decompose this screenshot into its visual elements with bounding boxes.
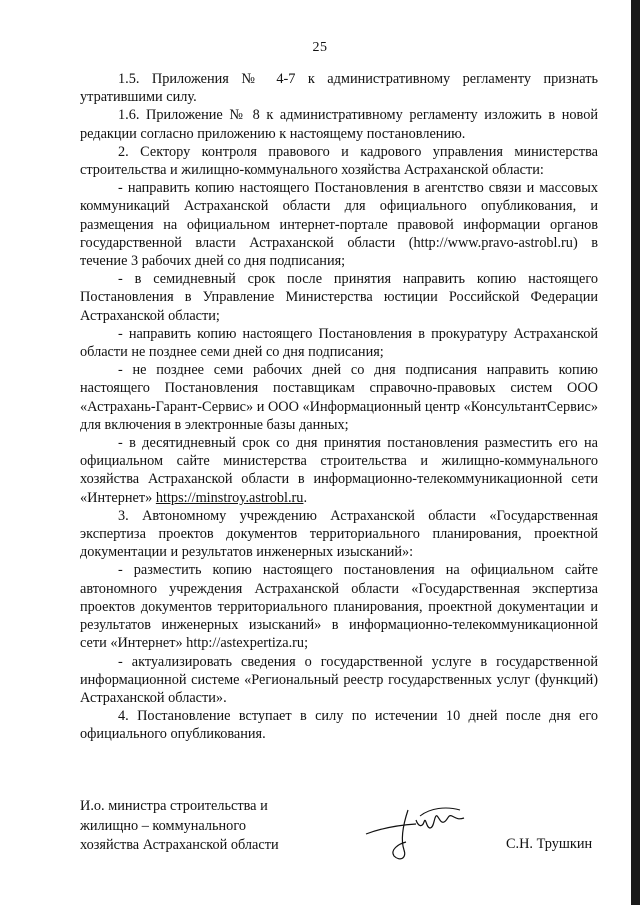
paragraph-2-legal-systems: - не позднее семи рабочих дней со дня подписания направить копию настоящего Постановления поставщикам справочно-правовых систем ООО «Астрахань-Гарант-Сервис» и ООО «Информационный центр «КонсультантСервис» для включения в электронные базы данных; — [80, 362, 598, 433]
paragraph-1-6: 1.6. Приложение № 8 к административному регламенту изложить в новой редакции согласно приложению к настоящему постановлению. — [80, 107, 598, 142]
paragraph-2: 2. Сектору контроля правового и кадрового управления министерства строительства и жилищно-коммунального хозяйства Астраханской области: — [80, 143, 598, 179]
paragraph-3-registry: - актуализировать сведения о государственной услуге в государственной информационной системе «Региональный реестр государственных услуг (функций) Астраханской области». — [80, 653, 598, 706]
page-number: 25 — [312, 40, 328, 55]
scan-edge-shadow — [631, 0, 640, 905]
signatory-title-line: жилищно – коммунального — [80, 817, 246, 834]
paragraph-3-post: - разместить копию настоящего постановления на официальном сайте автономного учреждения Астраханской области «Государственная экспертиза проектов документов территориального планирования, проектной документации и результатов инженерных изысканий» в информационно-телекоммуникационной сети «Интернет» http://astexpertiza.ru; — [80, 562, 598, 652]
website-text-end: . — [303, 489, 308, 506]
paragraph-3: 3. Автономному учреждению Астраханской области «Государственная экспертиза проектов документов территориального планирования, проектной документации и результатов инженерных изысканий»: — [80, 507, 598, 561]
signatory-name: С.Н. Трушкин — [506, 836, 593, 852]
paragraph-4: 4. Постановление вступает в силу по истечении 10 дней после дня его официального опубликования. — [80, 708, 598, 743]
website-text: - в десятидневный срок со дня принятия постановления разместить его на официальном сайте министерства строительства и жилищно-коммунального хозяйства Астраханской области в информационно-телекоммуникационной сети «Интернет» — [80, 435, 598, 506]
paragraph-2-prosecutor: - направить копию настоящего Постановления в прокуратуру Астраханской области не позднее семи дней со дня подписания; — [80, 325, 598, 361]
handwritten-signature — [360, 798, 480, 864]
signatory-title-line: И.о. министра строительства и — [80, 798, 268, 814]
paragraph-2-justice: - в семидневный срок после принятия направить копию настоящего Постановления в Управление Министерства юстиции Российской Федерации Астраханской области; — [80, 271, 598, 324]
signatory-title-line: хозяйства Астраханской области — [80, 837, 279, 853]
document-body — [80, 70, 598, 744]
paragraph-2-website — [80, 434, 598, 507]
ministry-site-link[interactable]: https://minstroy.astrobl.ru — [155, 489, 304, 506]
paragraph-1-5: 1.5. Приложения № 4-7 к административному регламенту признать утратившими силу. — [80, 71, 598, 106]
signatory-title — [80, 797, 279, 856]
paragraph-2-publish: - направить копию настоящего Постановления в агентство связи и массовых коммуникаций Астраханской области для официального опубликования, и размещения на официальном интернет-портале правовой информации органов государственной власти Астраханской области (http://www.pravo-astrobl.ru) в течение 3 рабочих дней со дня подписания; — [80, 180, 598, 270]
